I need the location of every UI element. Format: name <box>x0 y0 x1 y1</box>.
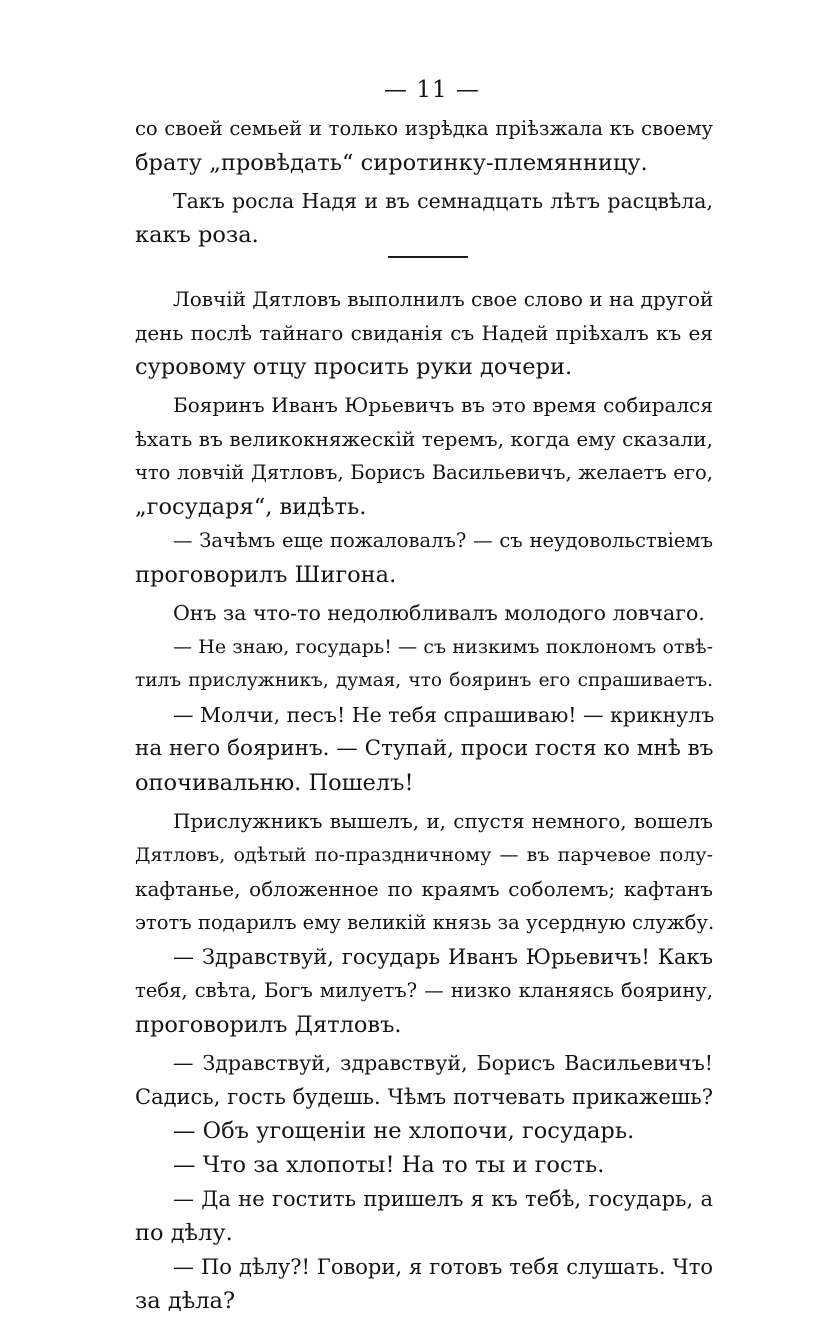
text-line: какъ роза. <box>135 222 259 248</box>
text-line: Ловчій Дятловъ выполнилъ свое слово и на другой <box>173 287 714 311</box>
text-line: Прислужникъ вышелъ, и, спустя немного, вошелъ <box>173 809 713 833</box>
text-line: опочивальню. Пошелъ! <box>135 770 414 796</box>
page-number: — 11 — <box>384 77 480 103</box>
text-line: ѣхать въ великокняжескій теремъ, когда ему сказали, <box>135 427 713 451</box>
text-line: — Да не гостить пришелъ я къ тебѣ, государь, а <box>173 1187 713 1211</box>
text-line: проговорилъ Дятловъ. <box>135 1012 402 1038</box>
text-block-main <box>135 282 713 1318</box>
text-line: „государя“, видѣть. <box>135 494 367 520</box>
text-block-top <box>135 112 713 252</box>
text-line: суровому отцу просить руки дочери. <box>135 354 573 380</box>
text-line: — Молчи, песъ! Не тебя спрашиваю! — крикнулъ <box>173 703 715 727</box>
text-line: — Здравствуй, государь Иванъ Юрьевичъ! Какъ <box>173 945 713 969</box>
text-line: — Не знаю, государь! — съ низкимъ поклономъ отвѣ- <box>173 636 713 658</box>
section-divider <box>388 256 468 258</box>
text-line: за дѣла? <box>135 1288 236 1314</box>
text-line: брату „провѣдать“ сиротинку-племянницу. <box>135 150 648 176</box>
text-line: Дятловъ, одѣтый по-праздничному — въ парчевое полу- <box>135 844 713 866</box>
text-line: Такъ росла Надя и въ семнадцать лѣтъ расцвѣла, <box>173 189 713 213</box>
text-line: — Зачѣмъ еще пожаловалъ? — съ неудовольствіемъ <box>173 529 713 552</box>
text-line: проговорилъ Шигона. <box>135 562 397 588</box>
text-line: Садись, гость будешь. Чѣмъ потчевать прикажешь? <box>135 1085 713 1109</box>
text-line: — Объ угощеніи не хлопочи, государь. <box>173 1118 635 1144</box>
text-line: тилъ прислужникъ, думая, что бояринъ его спрашиваетъ. <box>135 670 713 691</box>
text-line: этотъ подарилъ ему великій князь за усердную службу. <box>135 911 715 934</box>
text-line: Бояринъ Иванъ Юрьевичъ въ это время собирался <box>173 393 713 417</box>
text-line: со своей семьей и только изрѣдка пріѣзжала къ своему <box>135 117 713 140</box>
text-line: — По дѣлу?! Говори, я готовъ тебя слушать. Что <box>173 1255 713 1279</box>
text-line: кафтанье, обложенное по краямъ соболемъ; кафтанъ <box>135 877 713 901</box>
text-line: день послѣ тайнаго свиданія съ Надей пріѣхалъ къ ея <box>135 321 713 345</box>
text-line: на него бояринъ. — Ступай, проси гостя ко мнѣ въ <box>135 736 714 761</box>
text-line: по дѣлу. <box>135 1220 233 1246</box>
text-line: тебя, свѣта, Богъ милуетъ? — низко кланяясь боярину, <box>135 979 713 1002</box>
text-line: Онъ за что-то недолюбливалъ молодого ловчаго. <box>173 601 705 625</box>
text-line: что ловчій Дятловъ, Борисъ Васильевичъ, желаетъ его, <box>135 461 713 484</box>
text-line: — Что за хлопоты! На то ты и гость. <box>173 1152 605 1178</box>
text-line: — Здравствуй, здравствуй, Борисъ Васильевичъ! <box>173 1051 713 1075</box>
